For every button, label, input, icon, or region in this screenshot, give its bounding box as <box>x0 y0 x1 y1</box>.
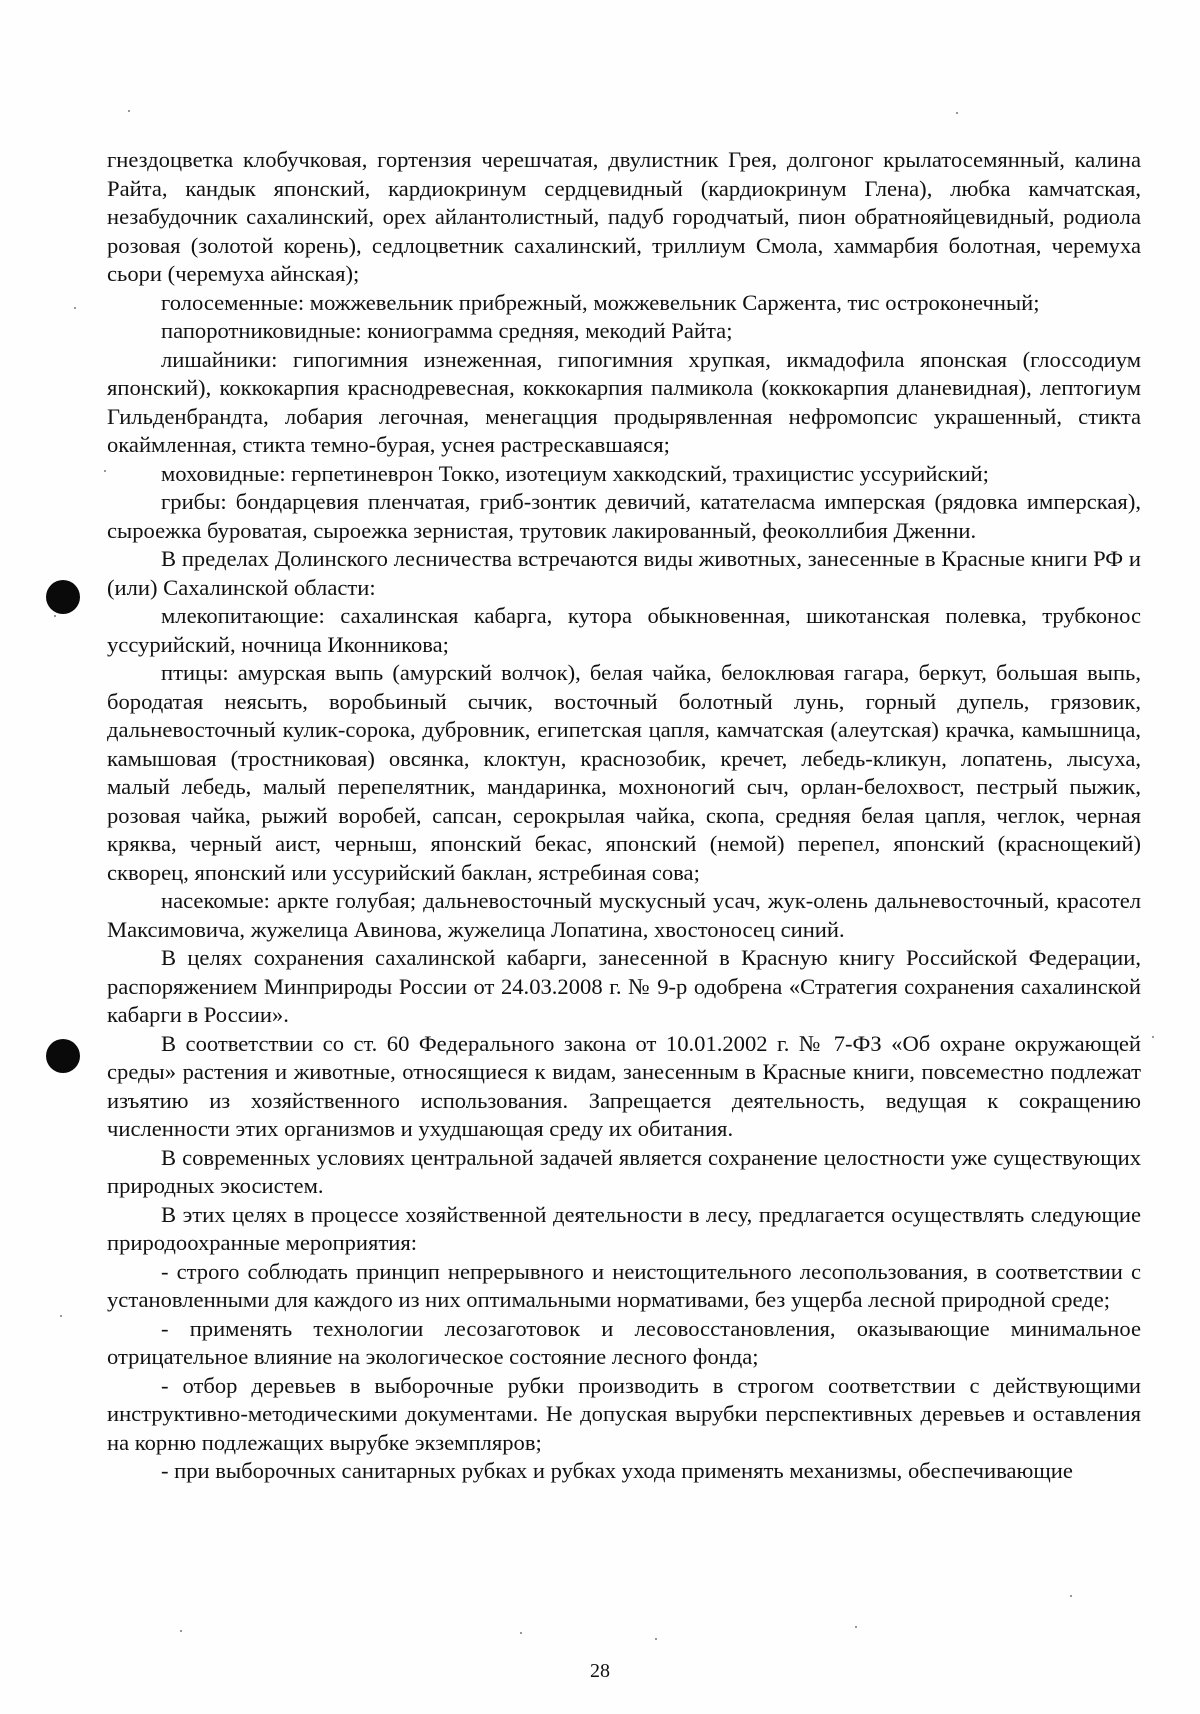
paragraph-lichens: лишайники: гипогимния изнеженная, гипогимния хрупкая, икмадофила японская (глоссодиум японский), коккокарпия краснодревесная, коккокарпия палмикола (коккокарпия дланевидная), лептогиум Гильденбрандта, лобария легочная, менегацция продырявленная нефромопсис украшенный, стикта окаймленная, стикта темно-бурая, уснея растрескавшаяся; <box>107 346 1141 457</box>
scan-speck <box>855 1626 857 1628</box>
paragraph-animals-intro: В пределах Долинского лесничества встречаются виды животных, занесенные в Красные книги РФ и (или) Сахалинской области: <box>107 546 1141 600</box>
punch-hole-mark <box>46 1039 80 1073</box>
paragraph-plants-continued: гнездоцветка клобучковая, гортензия черешчатая, двулистник Грея, долгоног крылатосемянный, калина Райта, кандык японский, кардиокринум сердцевидный (кардиокринум Глена), любка камчатская, незабудочник сахалинский, орех айлантолистный, падуб городчатый, пион обратнояйцевидный, родиола розовая (золотой корень), седлоцветник сахалинский, триллиум Смола, хаммарбия болотная, черемуха сьори (черемуха айнская); <box>107 147 1141 286</box>
scan-speck <box>956 112 958 114</box>
paragraph-mammals: млекопитающие: сахалинская кабарга, кутора обыкновенная, шикотанская полевка, трубконос уссурийский, ночница Иконникова; <box>107 603 1141 657</box>
scan-speck <box>180 1630 182 1632</box>
scan-speck <box>60 1315 62 1317</box>
paragraph-mosses: моховидные: герпетиневрон Токко, изотециум хаккодский, трахицистис уссурийский; <box>161 460 989 486</box>
scan-speck <box>128 110 130 112</box>
paragraph-measures-intro: В этих целях в процессе хозяйственной деятельности в лесу, предлагается осуществлять следующие природоохранные мероприятия: <box>107 1201 1141 1255</box>
document-body <box>107 146 1141 1486</box>
scan-speck <box>74 307 76 309</box>
paragraph-insects: насекомые: аркте голубая; дальневосточный мускусный усач, жук-олень дальневосточный, красотел Максимовича, жужелица Авинова, жужелица Лопатина, хвостоносец синий. <box>107 888 1141 942</box>
paragraph-central-task: В современных условиях центральной задачей является сохранение целостности уже существующих природных экосистем. <box>107 1144 1141 1198</box>
paragraph-measure-1: - строго соблюдать принцип непрерывного и неистощительного лесопользования, в соответствии с установленными для каждого из них оптимальными нормативами, без ущерба лесной природной среде; <box>107 1258 1141 1312</box>
scan-speck <box>655 1638 657 1640</box>
paragraph-measure-2: - применять технологии лесозаготовок и лесовосстановления, оказывающие минимальное отрицательное влияние на экологическое состояние лесного фонда; <box>107 1315 1141 1369</box>
punch-hole-mark <box>46 580 80 614</box>
paragraph-federal-law: В соответствии со ст. 60 Федерального закона от 10.01.2002 г. № 7-ФЗ «Об охране окружающей среды» растения и животные, относящиеся к видам, занесенным в Красные книги, повсеместно подлежат изъятию из хозяйственного использования. Запрещается деятельность, ведущая к сокращению численности этих организмов и ухудшающая среду их обитания. <box>107 1030 1141 1141</box>
paragraph-musk-deer-strategy: В целях сохранения сахалинской кабарги, занесенной в Красную книгу Российской Федерации, распоряжением Минприроды России от 24.03.2008 г. № 9-р одобрена «Стратегия сохранения сахалинской кабарги в России». <box>107 945 1141 1027</box>
paragraph-fungi: грибы: бондарцевия пленчатая, гриб-зонтик девичий, катателасма имперская (рядовка имперская), сыроежка буроватая, сыроежка зернистая, трутовик лакированный, феоколлибия Дженни. <box>107 489 1141 543</box>
paragraph-measure-4: - при выборочных санитарных рубках и рубках ухода применять механизмы, обеспечивающие <box>161 1458 1073 1483</box>
scan-speck <box>1152 1036 1154 1038</box>
page-number: 28 <box>590 1660 610 1682</box>
paragraph-measure-3: - отбор деревьев в выборочные рубки производить в строгом соответствии с действующими инструктивно-методическими документами. Не допуская вырубки перспективных деревьев и оставления на корню подлежащих вырубке экземпляров; <box>107 1372 1141 1455</box>
scan-speck <box>54 615 56 617</box>
paragraph-birds: птицы: амурская выпь (амурский волчок), белая чайка, белоклювая гагара, беркут, большая выпь, бородатая неясыть, воробьиный сычик, восточный болотный лунь, горный дупель, грязовик, дальневосточный кулик-сорока, дубровник, египетская цапля, камчатская (алеутская) крачка, камышница, камышовая (тростниковая) овсянка, клоктун, краснозобик, кречет, лебедь-кликун, лопатень, лысуха, малый лебедь, малый перепелятник, мандаринка, мохноногий сыч, орлан-белохвост, пестрый пыжик, розовая чайка, рыжий воробей, сапсан, серокрылая чайка, скопа, средняя белая цапля, чеглок, черная кряква, черный аист, черныш, японский бекас, японский (немой) перепел, японский (краснощекий) скворец, японский или уссурийский баклан, ястребиная сова; <box>107 660 1141 885</box>
scan-speck <box>104 470 106 472</box>
scan-speck <box>520 1632 522 1634</box>
paragraph-gymnosperms: голосеменные: можжевельник прибрежный, можжевельник Саржента, тис остроконечный; <box>161 289 1040 315</box>
scan-speck <box>1070 1595 1072 1597</box>
paragraph-ferns: папоротниковидные: кониограмма средняя, мекодий Райта; <box>161 318 733 343</box>
